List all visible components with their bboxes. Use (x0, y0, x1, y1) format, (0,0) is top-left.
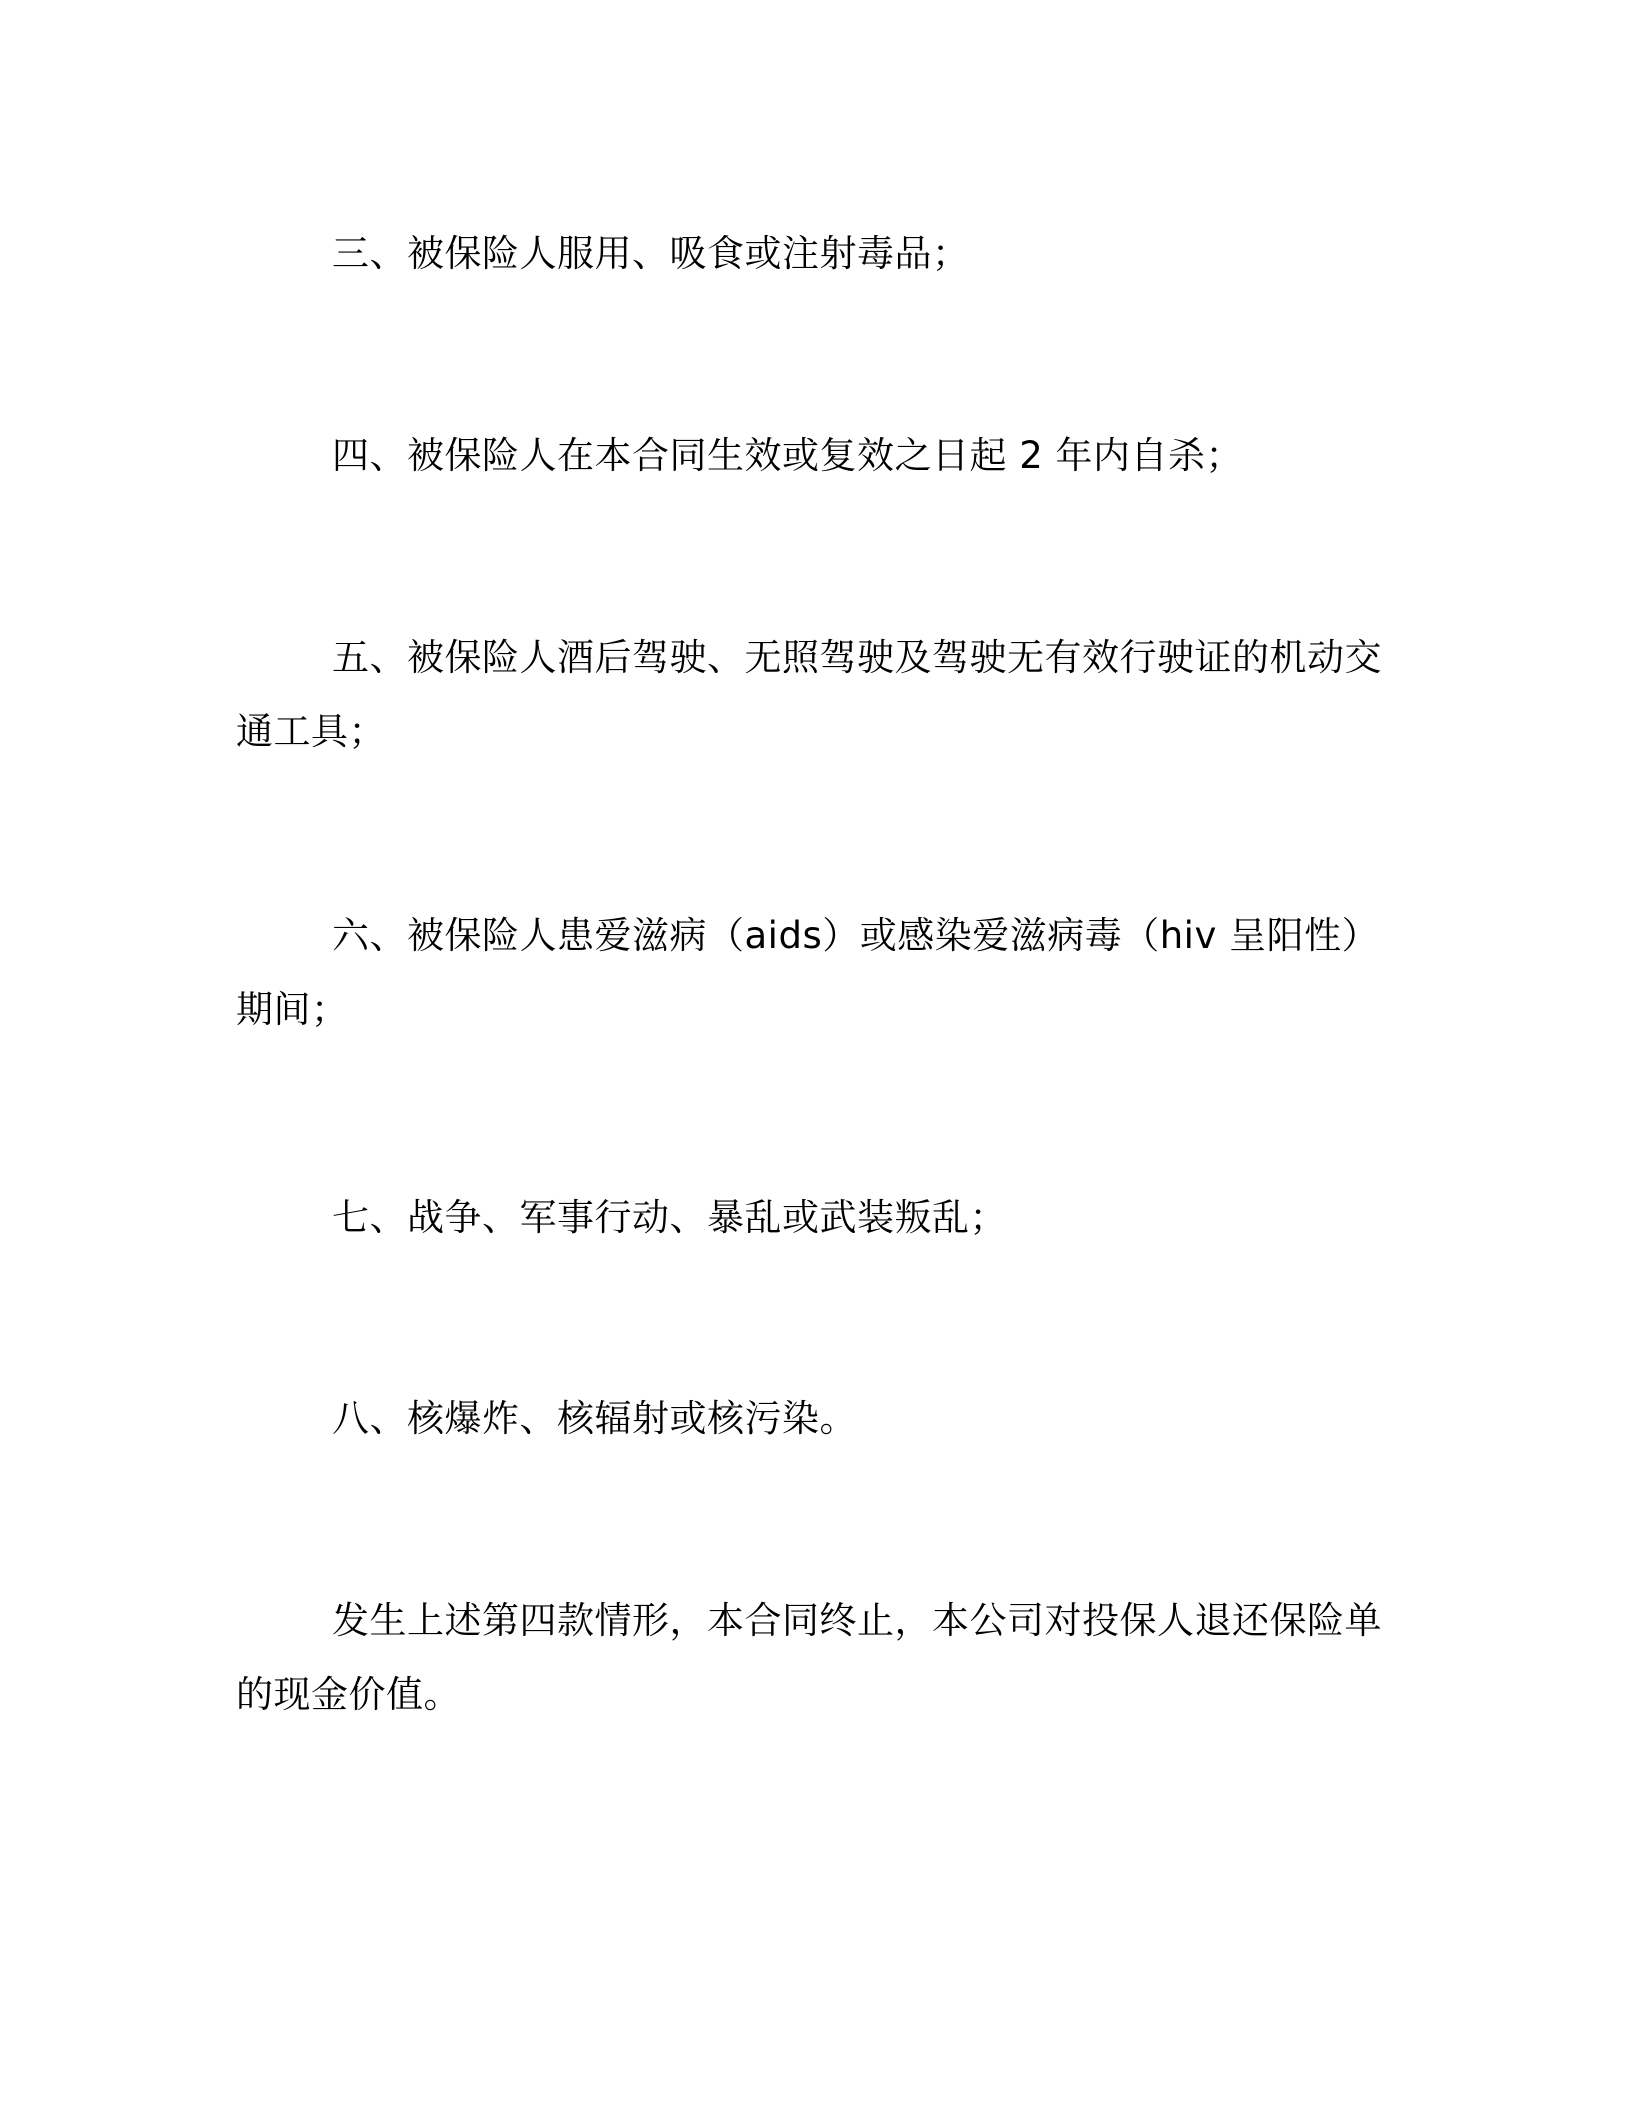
clause-paragraph-8: 八、核爆炸、核辐射或核污染。 (332, 1397, 857, 1440)
clause-paragraph-4: 四、被保险人在本合同生效或复效之日起 2 年内自杀； (332, 434, 1244, 477)
clause-paragraph-6: 六、被保险人患爱滋病（aids）或感染爱滋病毒（hiv 呈阳性）期间； (236, 914, 1380, 1031)
clause-paragraph-7: 七、战争、军事行动、暴乱或武装叛乱； (332, 1196, 1007, 1239)
clause-paragraph-3: 三、被保险人服用、吸食或注射毒品； (332, 232, 970, 275)
clause-paragraph-5: 五、被保险人酒后驾驶、无照驾驶及驾驶无有效行驶证的机动交通工具； (236, 636, 1382, 753)
termination-paragraph: 发生上述第四款情形，本合同终止，本公司对投保人退还保险单的现金价值。 (236, 1599, 1382, 1716)
